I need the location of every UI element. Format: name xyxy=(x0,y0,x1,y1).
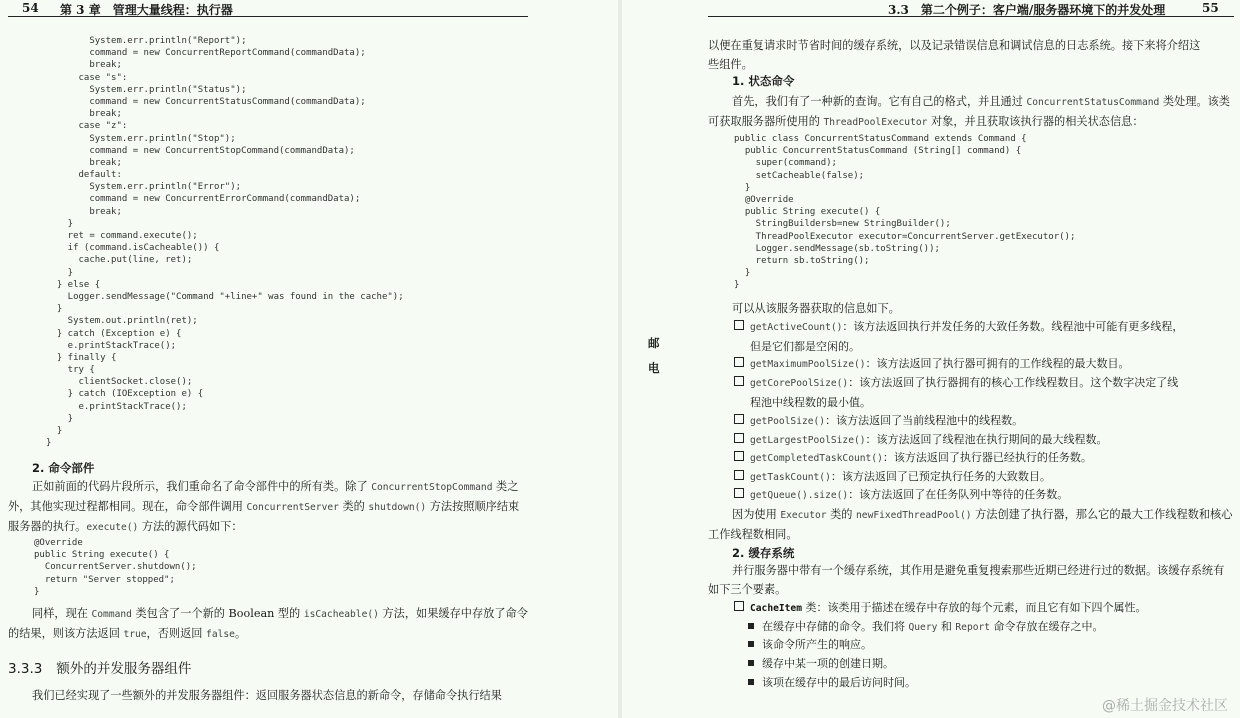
checkbox-bullet-icon xyxy=(734,320,744,330)
code-block-top xyxy=(46,35,404,449)
margin-stamp-char: 邮 xyxy=(648,336,660,350)
code-line: } xyxy=(46,426,63,436)
code-line: case "s": xyxy=(46,72,128,83)
code-line: ThreadPoolExecutor executor=ConcurrentServer.getExecutor(); xyxy=(734,231,1076,242)
checkbox-bullet-icon xyxy=(734,601,744,611)
paragraph-cache-system: 并行服务器中带有一个缓存系统，其作用是避免重复搜索那些近期已经进行过的数据。该缓存系统有如下三个要素。 xyxy=(708,564,1225,596)
code-line: public ConcurrentStatusCommand (String[] command) { xyxy=(734,146,1022,157)
code-line: Logger.sendMessage(sb.toString()); xyxy=(734,243,940,254)
attribute-item: 缓存中某一项的创建日期。 xyxy=(748,655,1232,674)
right-header-rule xyxy=(708,16,1234,17)
checkbox-bullet-icon xyxy=(734,451,744,461)
checkbox-bullet-icon xyxy=(734,414,744,424)
section-heading-333 xyxy=(8,657,191,677)
code-line: super(command); xyxy=(734,158,837,169)
code-line: StringBuildersb=new StringBuilder(); xyxy=(734,219,951,230)
margin-stamp-char: 电 xyxy=(648,361,660,375)
list-item: getPoolSize()：该方法返回了当前线程池中的线程数。 xyxy=(734,412,1232,432)
code-line: break; xyxy=(46,157,122,168)
list-item: getActiveCount()：该方法返回执行并发任务的大致任务数。线程池中可能有更多线程， 但是它们都是空闲的。 xyxy=(734,318,1232,356)
right-section-title: 3.3 第二个例子：客户端/服务器环境下的并发处理 xyxy=(888,3,1166,17)
code-line: System.err.println("Stop"); xyxy=(46,133,236,144)
code-line: public String execute() { xyxy=(734,207,881,218)
code-line: command = new ConcurrentStatusCommand(commandData); xyxy=(46,96,366,107)
left-page xyxy=(0,0,618,718)
code-line: setCacheable(false); xyxy=(734,170,865,181)
code-line: } xyxy=(46,304,63,315)
code-line: ret = command.execute(); xyxy=(46,231,198,241)
code-line: return "Server stopped"; xyxy=(34,574,175,585)
checkbox-bullet-icon xyxy=(734,488,744,498)
square-bullet-icon xyxy=(748,641,754,647)
code-line: command = new ConcurrentErrorCommand(commandData); xyxy=(46,194,361,205)
code-block-status-command xyxy=(734,133,1075,291)
code-line: } xyxy=(734,182,751,193)
list-item: getTaskCount()：该方法返回了已预定执行任务的大致数目。 xyxy=(734,468,1232,488)
code-line: System.err.println("Report"); xyxy=(46,36,247,46)
code-line: cache.put(line, ret); xyxy=(46,255,193,266)
code-line: e.printStackTrace(); xyxy=(46,401,187,412)
square-bullet-icon xyxy=(748,623,754,629)
code-line: @Override xyxy=(734,194,794,205)
code-line: } xyxy=(734,268,751,279)
code-line: ConcurrentServer.shutdown(); xyxy=(34,562,197,573)
paragraph-fixed-thread-pool: 因为使用 Executor 类的 newFixedThreadPool() 方法创建了执行器，那么它的最大工作线程数和核心工作线程数相同。 xyxy=(708,508,1233,541)
checkbox-bullet-icon xyxy=(734,433,744,443)
attribute-item: 该项在缓存中的最后访问时间。 xyxy=(748,674,1232,693)
code-line: clientSocket.close(); xyxy=(46,377,193,388)
code-line: return sb.toString(); xyxy=(734,255,870,266)
watermark: @稀土掘金技术社区 xyxy=(1102,698,1228,714)
paragraph-status-command: 首先，我们有了一种新的查询。它有自己的格式，并且通过 ConcurrentStatusCommand 类处理。该类可获取服务器所使用的 ThreadPoolExecutor 对象，并且获取该执行器的相关状态信息： xyxy=(708,95,1230,128)
code-line: System.out.println(ret); xyxy=(46,316,198,327)
code-line: try { xyxy=(46,365,95,376)
list-item-cacheitem: CacheItem 类：该类用于描述在缓存中存放的每个元素，而且它有如下四个属性。 xyxy=(734,599,1232,619)
section-heading-status-command: 1. 状态命令 xyxy=(732,74,795,88)
left-header-rule xyxy=(8,16,528,17)
code-line: } catch (Exception e) { xyxy=(46,328,182,339)
list-item: getCorePoolSize()：该方法返回了执行器拥有的核心工作线程数目。这个数字决定了线 程池中线程数的最小值。 xyxy=(734,374,1232,412)
square-bullet-icon xyxy=(748,660,754,666)
code-line: } xyxy=(46,218,74,229)
code-line: case "z": xyxy=(46,121,128,132)
checkbox-bullet-icon xyxy=(734,357,744,367)
right-page xyxy=(622,0,1240,718)
section-heading-command-parts: 2. 命令部件 xyxy=(32,461,95,475)
list-item: getLargestPoolSize()：该方法返回了线程池在执行期间的最大线程数。 xyxy=(734,431,1232,451)
code-line: command = new ConcurrentReportCommand(commandData); xyxy=(46,48,366,59)
code-line: command = new ConcurrentStopCommand(commandData); xyxy=(46,145,355,156)
paragraph-intro: 以便在重复请求时节省时间的缓存系统，以及记录错误信息和调试信息的日志系统。接下来将介绍这 些组件。 xyxy=(708,39,1201,71)
code-line: break; xyxy=(46,206,122,217)
code-block-execute xyxy=(34,537,197,598)
code-line: break; xyxy=(46,109,122,120)
right-page-number: 55 xyxy=(1202,1,1219,15)
code-line: } xyxy=(34,586,40,597)
code-line: break; xyxy=(46,60,122,71)
code-line: } else { xyxy=(46,279,101,290)
list-item: getCompletedTaskCount()：该方法返回了执行器已经执行的任务数。 xyxy=(734,449,1232,469)
code-line: } xyxy=(46,267,74,278)
code-line: public String execute() { xyxy=(34,550,170,561)
section-number: 3.3.3 xyxy=(8,661,43,677)
code-line: if (command.isCacheable()) { xyxy=(46,243,220,254)
code-line: Logger.sendMessage("Command "+line+" was found in the cache"); xyxy=(46,291,404,302)
code-line: } xyxy=(46,438,52,449)
code-line: default: xyxy=(46,170,122,181)
attribute-item: 在缓存中存储的命令。我们将 Query 和 Report 命令存放在缓存之中。 xyxy=(748,618,1232,638)
code-line: @Override xyxy=(34,538,83,548)
section-heading-cache-system: 2. 缓存系统 xyxy=(732,546,795,560)
code-line: } xyxy=(46,413,74,424)
list-intro: 可以从该服务器获取的信息如下。 xyxy=(732,302,900,315)
code-line: } finally { xyxy=(46,352,117,363)
list-item: getQueue().size()：该方法返回了在任务队列中等待的任务数。 xyxy=(734,486,1232,506)
code-line: System.err.println("Error"); xyxy=(46,182,242,193)
attribute-item: 该命令所产生的响应。 xyxy=(748,636,1232,655)
left-page-number: 54 xyxy=(22,1,39,15)
paragraph-additional-components: 我们已经实现了一些额外的并发服务器组件：返回服务器状态信息的新命令，存储命令执行结果 xyxy=(32,689,502,702)
code-line: e.printStackTrace(); xyxy=(46,340,177,351)
code-line: } catch (IOException e) { xyxy=(46,389,204,400)
code-line: System.err.println("Status"); xyxy=(46,84,247,95)
section-title: 额外的并发服务器组件 xyxy=(56,661,192,677)
code-line: public class ConcurrentStatusCommand extends Command { xyxy=(734,134,1027,144)
checkbox-bullet-icon xyxy=(734,376,744,386)
list-item: getMaximumPoolSize()：该方法返回了执行器可拥有的工作线程的最大数目。 xyxy=(734,355,1232,375)
code-line: } xyxy=(734,280,740,291)
square-bullet-icon xyxy=(748,679,754,685)
paragraph-command-parts: 正如前面的代码片段所示，我们重命名了命令部件中的所有类。除了 ConcurrentStopCommand 类之外，其他实现过程都相同。现在，命令部件调用 ConcurrentServer 类的 shutdown() 方法按照顺序结束服务器的执行。execute() 方法的源代码如下： xyxy=(8,480,520,533)
left-chapter-title: 第 3 章 管理大量线程：执行器 xyxy=(60,3,233,17)
checkbox-bullet-icon xyxy=(734,470,744,480)
paragraph-cacheable: 同样，现在 Command 类包含了一个新的 Boolean 型的 isCacheable() 方法，如果缓存中存放了命令的结果，则该方法返回 true，否则返回 false。 xyxy=(8,607,528,640)
